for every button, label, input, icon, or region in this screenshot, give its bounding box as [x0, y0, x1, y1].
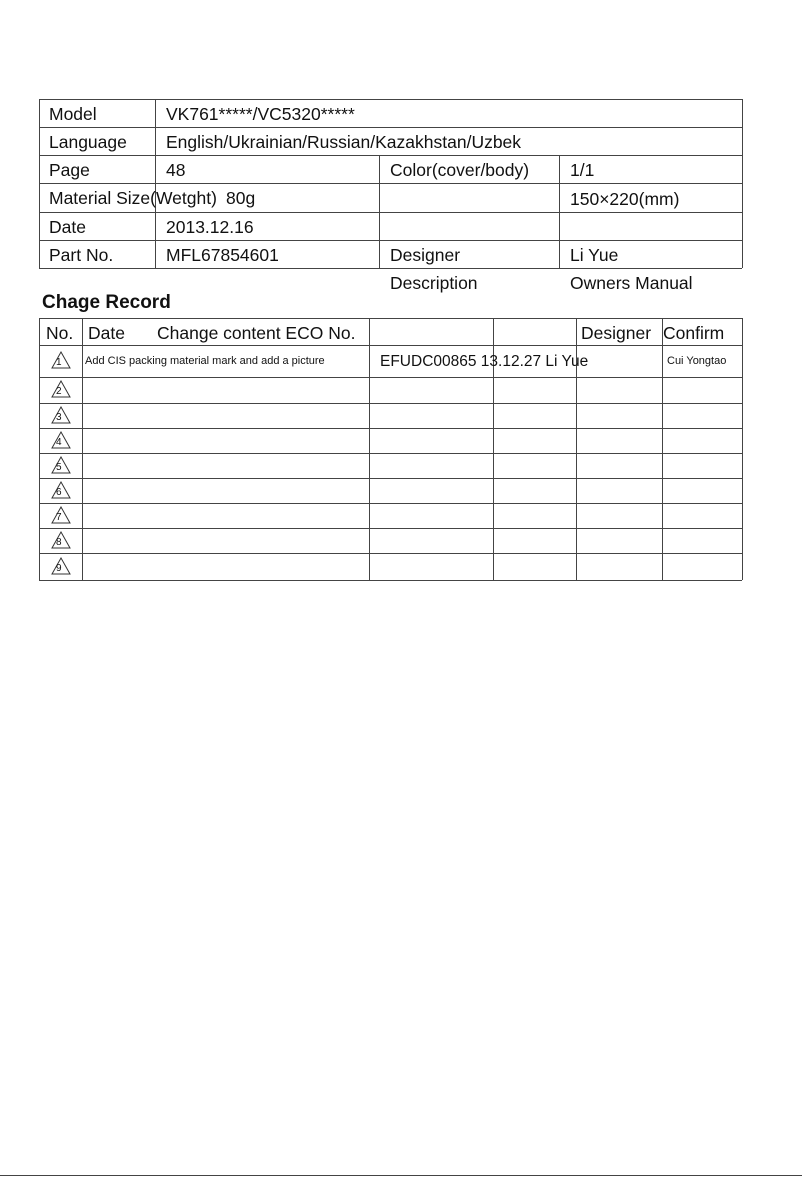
table-border — [39, 345, 742, 346]
spec-value: VK761*****/VC5320***** — [166, 104, 355, 124]
revision-number: 2 — [56, 386, 62, 397]
table-border — [82, 318, 83, 580]
table-border — [39, 528, 742, 529]
eco-info: EFUDC00865 13.12.27 Li Yue — [380, 353, 589, 370]
table-border — [39, 318, 40, 580]
revision-number: 7 — [56, 511, 62, 523]
table-border — [39, 183, 742, 184]
spec-label: Part No. — [49, 245, 114, 265]
spec-label: Date — [49, 217, 86, 237]
table-border — [39, 268, 742, 269]
spec-value: 150×220(mm) — [570, 189, 680, 209]
table-border — [742, 99, 743, 268]
revision-number: 9 — [56, 562, 62, 574]
header-date: Date — [88, 323, 125, 343]
spec-value: English/Ukrainian/Russian/Kazakhstan/Uzbek — [166, 132, 522, 152]
table-border — [39, 212, 742, 213]
table-border — [39, 553, 742, 554]
spec-label: Language — [49, 132, 127, 152]
table-border — [155, 99, 156, 268]
header-content: Change content ECO No. — [157, 323, 356, 343]
spec-label: Page — [49, 160, 90, 180]
table-border — [39, 155, 742, 156]
spec-label: Designer — [390, 245, 461, 265]
table-border — [379, 155, 380, 268]
header-confirm: Confirm — [663, 323, 725, 343]
change-content: Add CIS packing material mark and add a picture — [85, 355, 325, 367]
table-border — [39, 99, 40, 268]
table-border — [39, 503, 742, 504]
revision-number: 1 — [56, 357, 62, 368]
table-border — [39, 478, 742, 479]
spec-value: 2013.12.16 — [166, 217, 254, 237]
bottom-rule — [0, 1175, 802, 1176]
spec-value: 48 — [166, 160, 186, 180]
table-border — [39, 580, 742, 581]
revision-number: 4 — [56, 436, 62, 448]
spec-value: Li Yue — [570, 245, 619, 265]
table-border — [39, 318, 742, 319]
table-border — [559, 155, 560, 268]
table-border — [39, 99, 742, 100]
spec-label: Material Size(Wetght) — [49, 188, 217, 208]
spec-label: Description — [390, 273, 478, 293]
revision-number: 8 — [56, 536, 62, 548]
table-border — [369, 318, 370, 580]
table-border — [662, 318, 663, 580]
revision-number: 5 — [56, 461, 62, 473]
table-border — [39, 403, 742, 404]
spec-value: Owners Manual — [570, 273, 693, 293]
spec-value: 1/1 — [570, 160, 595, 180]
revision-number: 3 — [56, 411, 62, 423]
spec-label: Color(cover/body) — [390, 160, 530, 180]
spec-label: Model — [49, 104, 97, 124]
spec-value: 80g — [226, 188, 256, 208]
table-border — [39, 127, 742, 128]
confirm-name: Cui Yongtao — [667, 355, 727, 367]
table-border — [39, 453, 742, 454]
spec-value: MFL67854601 — [166, 245, 279, 265]
table-border — [742, 318, 743, 580]
change-record-title: Chage Record — [42, 292, 171, 313]
header-designer: Designer — [581, 323, 652, 343]
revision-number: 6 — [56, 486, 62, 498]
table-border — [39, 240, 742, 241]
header-no: No. — [46, 323, 74, 343]
table-border — [39, 428, 742, 429]
table-border — [39, 377, 742, 378]
